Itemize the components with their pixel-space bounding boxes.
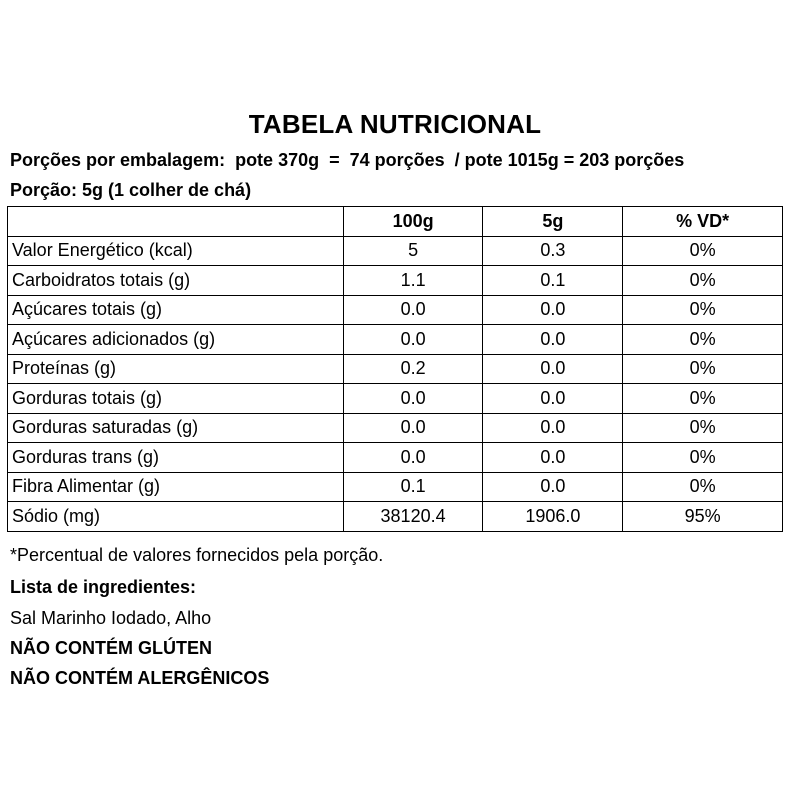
value-vd: 95% [623, 502, 783, 532]
footnote: *Percentual de valores fornecidos pela porção. [10, 545, 384, 565]
value-vd: 0% [623, 295, 783, 325]
value-100g: 0.0 [343, 384, 483, 414]
header-nutrient [8, 207, 344, 237]
value-vd: 0% [623, 236, 783, 266]
header-100g: 100g [343, 207, 483, 237]
value-vd: 0% [623, 266, 783, 296]
value-vd: 0% [623, 413, 783, 443]
nutrient-name: Fibra Alimentar (g) [8, 472, 344, 502]
value-5g: 1906.0 [483, 502, 623, 532]
value-100g: 0.0 [343, 295, 483, 325]
ingredients-title: Lista de ingredientes: [10, 577, 197, 597]
header-vd: % VD* [623, 207, 783, 237]
value-100g: 0.2 [343, 354, 483, 384]
nutrient-name: Valor Energético (kcal) [8, 236, 344, 266]
table-header-row [8, 207, 783, 237]
nutrient-name: Gorduras trans (g) [8, 443, 344, 473]
value-5g: 0.0 [483, 354, 623, 384]
value-5g: 0.0 [483, 443, 623, 473]
portion-size: Porção: 5g (1 colher de chá) [10, 180, 252, 200]
table-row [8, 266, 783, 296]
nutrition-table [7, 206, 783, 532]
value-vd: 0% [623, 325, 783, 355]
table-row [8, 325, 783, 355]
gluten-notice: NÃO CONTÉM GLÚTEN [10, 638, 212, 658]
value-vd: 0% [623, 384, 783, 414]
table-row [8, 236, 783, 266]
nutrient-name: Gorduras totais (g) [8, 384, 344, 414]
value-vd: 0% [623, 472, 783, 502]
table-row [8, 502, 783, 532]
page-title: TABELA NUTRICIONAL [248, 109, 542, 139]
value-vd: 0% [623, 354, 783, 384]
value-100g: 0.0 [343, 443, 483, 473]
nutrient-name: Açúcares totais (g) [8, 295, 344, 325]
value-5g: 0.1 [483, 266, 623, 296]
value-5g: 0.0 [483, 472, 623, 502]
value-5g: 0.3 [483, 236, 623, 266]
value-100g: 0.0 [343, 325, 483, 355]
value-5g: 0.0 [483, 413, 623, 443]
ingredients-list: Sal Marinho Iodado, Alho [10, 608, 212, 628]
table-row [8, 472, 783, 502]
value-100g: 38120.4 [343, 502, 483, 532]
nutrient-name: Proteínas (g) [8, 354, 344, 384]
value-5g: 0.0 [483, 384, 623, 414]
servings-per-package: Porções por embalagem: pote 370g = 74 porções / pote 1015g = 203 porções [10, 150, 685, 170]
table-row [8, 295, 783, 325]
header-5g: 5g [483, 207, 623, 237]
nutrient-name: Gorduras saturadas (g) [8, 413, 344, 443]
table-row [8, 384, 783, 414]
value-100g: 1.1 [343, 266, 483, 296]
value-100g: 0.1 [343, 472, 483, 502]
allergen-notice: NÃO CONTÉM ALERGÊNICOS [10, 668, 270, 688]
value-vd: 0% [623, 443, 783, 473]
table-row [8, 413, 783, 443]
value-5g: 0.0 [483, 295, 623, 325]
nutrient-name: Sódio (mg) [8, 502, 344, 532]
value-100g: 5 [343, 236, 483, 266]
nutrient-name: Açúcares adicionados (g) [8, 325, 344, 355]
value-5g: 0.0 [483, 325, 623, 355]
table-row [8, 443, 783, 473]
value-100g: 0.0 [343, 413, 483, 443]
table-row [8, 354, 783, 384]
nutrient-name: Carboidratos totais (g) [8, 266, 344, 296]
